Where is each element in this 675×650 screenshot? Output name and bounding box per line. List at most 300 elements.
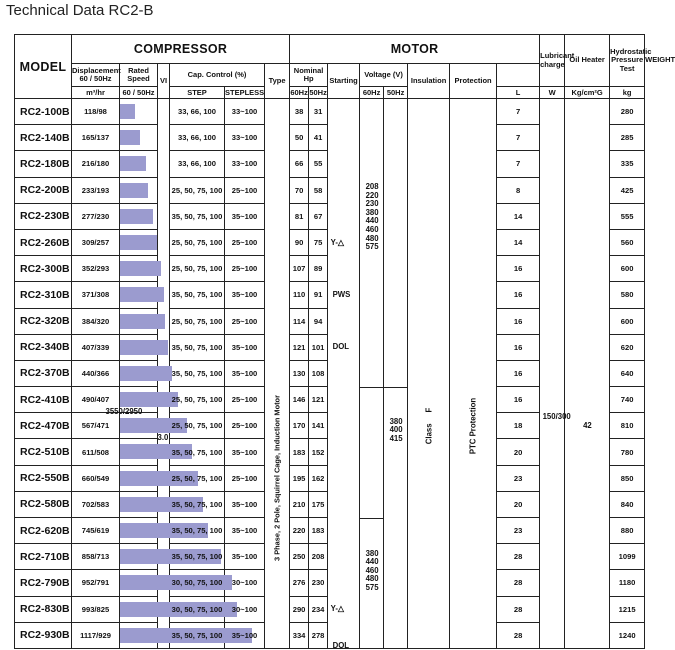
hp60-cell xyxy=(290,491,309,517)
hp60-value: 195 xyxy=(292,473,306,483)
insulation-grade: F xyxy=(424,407,434,413)
hp50-cell xyxy=(309,439,328,465)
rated-speed-cell xyxy=(120,387,158,413)
model-cell: RC2-340B xyxy=(15,334,72,360)
displacement-cell: 309/257 xyxy=(72,229,120,255)
capacity-bar xyxy=(120,183,148,198)
stepless-cell xyxy=(225,308,265,334)
step-cell xyxy=(170,125,225,151)
rated-speed-cell xyxy=(120,308,158,334)
header-stepless: STEPLESS xyxy=(225,88,265,97)
stepless-cell xyxy=(225,282,265,308)
header-cap-control: Cap. Control (%) xyxy=(170,64,265,87)
hp60-value: 250 xyxy=(292,552,306,562)
stepless-cell xyxy=(225,229,265,255)
weight-cell: 425 xyxy=(610,177,645,203)
hp60-cell xyxy=(290,439,309,465)
weight-cell: 1240 xyxy=(610,622,645,648)
header-voltage: Voltage (V) xyxy=(360,64,408,87)
step-cell xyxy=(170,570,225,596)
stepless-value: 35~100 xyxy=(231,552,258,562)
capacity-bar xyxy=(120,340,168,355)
header-compressor: COMPRESSOR xyxy=(72,35,290,64)
step-cell xyxy=(170,203,225,229)
model-cell: RC2-310B xyxy=(15,282,72,308)
header-starting: Starting xyxy=(328,64,360,99)
lubricant-cell: 28 xyxy=(497,596,540,622)
displacement-cell: 952/791 xyxy=(72,570,120,596)
stepless-cell xyxy=(225,203,265,229)
weight-cell: 640 xyxy=(610,360,645,386)
hp50-value: 67 xyxy=(313,211,323,221)
rated-speed-cell xyxy=(120,544,158,570)
page-title: Technical Data RC2-B xyxy=(6,2,154,19)
header-displacement: Displacement 60 / 50Hz xyxy=(72,64,120,87)
displacement-cell: 384/320 xyxy=(72,308,120,334)
lubricant-cell: 16 xyxy=(497,334,540,360)
hp60-cell xyxy=(290,99,309,125)
stepless-value: 30~100 xyxy=(231,604,258,614)
hp60-value: 107 xyxy=(292,264,306,274)
table-row xyxy=(15,99,645,125)
hp60-value: 210 xyxy=(292,499,306,509)
voltage50-column xyxy=(384,99,408,649)
step-value: 35, 50, 75, 100 xyxy=(171,447,223,457)
step-value: 35, 50, 75, 100 xyxy=(171,499,223,509)
hp60-value: 130 xyxy=(292,368,306,378)
displacement-cell: 233/193 xyxy=(72,177,120,203)
step-value: 35, 50, 75, 100 xyxy=(171,211,223,221)
weight-cell: 600 xyxy=(610,308,645,334)
step-value: 35, 50, 75, 100 xyxy=(171,526,223,536)
stepless-value: 35~100 xyxy=(231,630,258,640)
displacement-cell: 1117/929 xyxy=(72,622,120,648)
step-cell xyxy=(170,465,225,491)
stepless-cell xyxy=(225,544,265,570)
step-value: 25, 50, 75, 100 xyxy=(171,316,223,326)
rated-speed-value: 3550/2950 xyxy=(105,406,143,416)
weight-cell: 780 xyxy=(610,439,645,465)
model-cell: RC2-790B xyxy=(15,570,72,596)
stepless-value: 35~100 xyxy=(231,342,258,352)
weight-cell: 560 xyxy=(610,229,645,255)
lubricant-cell: 16 xyxy=(497,308,540,334)
step-value: 35, 50, 75, 100 xyxy=(171,630,223,640)
step-cell xyxy=(170,360,225,386)
header-hp-50hz: 50Hz xyxy=(309,88,327,97)
weight-cell: 840 xyxy=(610,491,645,517)
hydrostatic-value: 42 xyxy=(583,420,592,430)
stepless-cell xyxy=(225,413,265,439)
step-cell xyxy=(170,308,225,334)
hp50-value: 278 xyxy=(311,630,325,640)
hp50-cell xyxy=(309,518,328,544)
step-cell xyxy=(170,387,225,413)
motor-type-column xyxy=(265,99,290,649)
hp50-cell xyxy=(309,99,328,125)
model-cell: RC2-230B xyxy=(15,203,72,229)
hp60-value: 38 xyxy=(294,107,304,117)
step-value: 33, 66, 100 xyxy=(177,107,216,117)
hp50-cell xyxy=(309,622,328,648)
stepless-cell xyxy=(225,99,265,125)
hp60-value: 170 xyxy=(292,421,306,431)
lubricant-cell: 16 xyxy=(497,387,540,413)
step-cell xyxy=(170,229,225,255)
hp50-value: 208 xyxy=(311,552,325,562)
step-value: 25, 50, 75, 100 xyxy=(171,421,223,431)
hp50-cell xyxy=(309,177,328,203)
displacement-cell: 993/825 xyxy=(72,596,120,622)
lubricant-cell: 14 xyxy=(497,229,540,255)
stepless-cell xyxy=(225,622,265,648)
lubricant-cell: 7 xyxy=(497,99,540,125)
lubricant-cell: 28 xyxy=(497,544,540,570)
header-insulation: Insulation xyxy=(408,64,450,99)
hp50-cell xyxy=(309,334,328,360)
hp60-cell xyxy=(290,334,309,360)
hp60-cell xyxy=(290,570,309,596)
model-cell: RC2-510B xyxy=(15,439,72,465)
hp50-value: 31 xyxy=(313,107,323,117)
hp50-cell xyxy=(309,151,328,177)
hp60-cell xyxy=(290,308,309,334)
hp50-cell xyxy=(309,544,328,570)
hp50-cell xyxy=(309,387,328,413)
lubricant-cell: 20 xyxy=(497,491,540,517)
starting-dol-2: DOL xyxy=(332,641,350,650)
displacement-cell: 407/339 xyxy=(72,334,120,360)
header-volt-50hz: 50Hz xyxy=(384,87,408,99)
stepless-value: 33~100 xyxy=(231,107,258,117)
step-value: 35, 50, 75, 100 xyxy=(171,290,223,300)
stepless-cell xyxy=(225,256,265,282)
hp50-value: 183 xyxy=(311,526,325,536)
hp50-value: 55 xyxy=(313,159,323,169)
step-value: 25, 50, 75, 100 xyxy=(171,238,223,248)
capacity-bar xyxy=(120,287,164,302)
rated-speed-cell xyxy=(120,413,158,439)
hp50-cell xyxy=(309,229,328,255)
stepless-cell xyxy=(225,125,265,151)
hp60-value: 334 xyxy=(292,630,306,640)
step-cell xyxy=(170,282,225,308)
weight-cell: 810 xyxy=(610,413,645,439)
stepless-value: 25~100 xyxy=(231,395,258,405)
rated-speed-cell xyxy=(120,282,158,308)
hp60-value: 50 xyxy=(294,133,304,143)
hp60-cell xyxy=(290,465,309,491)
displacement-cell: 277/230 xyxy=(72,203,120,229)
hp50-value: 234 xyxy=(311,604,325,614)
voltage50-block: 380 400 415 xyxy=(389,416,403,443)
displacement-cell: 611/508 xyxy=(72,439,120,465)
model-cell: RC2-140B xyxy=(15,125,72,151)
stepless-value: 35~100 xyxy=(231,526,258,536)
stepless-cell xyxy=(225,334,265,360)
step-value: 35, 50, 75, 100 xyxy=(171,552,223,562)
step-value: 30, 50, 75, 100 xyxy=(171,604,223,614)
stepless-cell xyxy=(225,439,265,465)
weight-cell: 620 xyxy=(610,334,645,360)
hp60-value: 70 xyxy=(294,185,304,195)
step-cell xyxy=(170,413,225,439)
displacement-cell: 371/308 xyxy=(72,282,120,308)
unit-displacement: m³/hr xyxy=(72,87,120,99)
tech-data-table: MODEL COMPRESSOR MOTOR Lubricant charge Oil Heater Hydrostatic Pressure Test WEIGHT Displacement 60 / 50Hz Rated Speed VI Cap. Control (%) Type Nominal Hp Starting Voltage (V) Insulation Protection m³/hr 60 / 50Hz STEP STEPLESS 60Hz 50Hz 60Hz 50Hz L W Kg/cm²G kg RC2-100B 118/98 33, 66, 100 33~100 38 31 7 280 RC2-140B 165/137 33, 66, 100 33~100 50 41 7 285 RC2-180B 216/180 33, 66, 100 33~100 66 55 7 335 RC2-200B 233/193 25, 50, 75, 100 25~100 70 58 8 425 RC2-230B 277/230 35, 50, 75, 100 35~100 81 67 14 555 RC2-260B 309/257 25, 50, 75, 100 25~100 90 75 14 560 RC2-300B 352/293 25, 50, 75, 100 25~100 107 89 16 600 RC2-310B 371/308 35, 50, 75, 100 35~100 110 91 16 580 RC2-320B 384/320 25, 50, 75, 100 25~100 114 94 16 600 RC2-340B 407/339 35, 50, 75, 100 35~100 121 101 16 620 RC2-370B 440/366 35, 50, 75, 100 35~100 130 108 16 640 RC2-410B 490/407 25, 50, 75, 100 25~100 146 121 16 740 RC2-470B 567/471 25, 50, 75, 100 25~100 170 141 18 810 RC2-510B 611/508 35, 50, 75, 100 35~100 183 152 20 780 RC2-550B 660/549 25, 50, 75, 100 25~100 195 162 23 850 RC2-580B 702/583 35, 50, 75, 100 35~100 210 175 20 840 RC2-620B 745/619 35, 50, 75, 100 35~100 220 183 23 880 RC2-710B 858/713 35, 50, 75, 100 35~100 250 208 28 1099 RC2-790B 952/791 30, 50, 75, 100 30~100 276 230 28 1180 RC2-830B 993/825 30, 50, 75, 100 30~100 290 234 28 1215 RC2-930B 1117/929 35, 50, 75, 100 35~100 334 278 28 1240 xyxy=(14,34,645,649)
step-cell xyxy=(170,177,225,203)
header-nominal-hp: Nominal Hp xyxy=(290,64,328,87)
header-hydrostatic: Hydrostatic Pressure Test xyxy=(610,35,645,87)
weight-cell: 600 xyxy=(610,256,645,282)
step-cell xyxy=(170,439,225,465)
hp50-value: 58 xyxy=(313,185,323,195)
stepless-value: 25~100 xyxy=(231,473,258,483)
hydrostatic-column xyxy=(565,99,610,649)
hp50-cell xyxy=(309,360,328,386)
rated-speed-cell xyxy=(120,99,158,125)
weight-cell: 335 xyxy=(610,151,645,177)
stepless-value: 35~100 xyxy=(231,290,258,300)
hp60-value: 110 xyxy=(292,290,306,300)
displacement-cell: 165/137 xyxy=(72,125,120,151)
step-value: 25, 50, 75, 100 xyxy=(171,185,223,195)
rated-speed-cell xyxy=(120,256,158,282)
step-cell xyxy=(170,151,225,177)
voltage60-block2: 380 440 460 480 575 xyxy=(365,548,379,593)
model-cell: RC2-930B xyxy=(15,622,72,648)
stepless-cell xyxy=(225,360,265,386)
hp60-value: 146 xyxy=(292,395,306,405)
rated-speed-cell xyxy=(120,125,158,151)
hp50-value: 162 xyxy=(311,473,325,483)
hp50-value: 75 xyxy=(313,238,323,248)
step-cell xyxy=(170,622,225,648)
model-cell: RC2-710B xyxy=(15,544,72,570)
rated-speed-cell xyxy=(120,596,158,622)
displacement-cell: 118/98 xyxy=(72,99,120,125)
stepless-value: 25~100 xyxy=(231,264,258,274)
lubricant-cell: 7 xyxy=(497,125,540,151)
vi-value: 3.0 xyxy=(157,432,169,442)
step-cell xyxy=(170,544,225,570)
model-cell: RC2-320B xyxy=(15,308,72,334)
weight-cell: 850 xyxy=(610,465,645,491)
lubricant-cell: 14 xyxy=(497,203,540,229)
hp50-value: 141 xyxy=(311,421,325,431)
step-cell xyxy=(170,491,225,517)
header-vi: VI xyxy=(158,64,170,99)
stepless-value: 30~100 xyxy=(231,578,258,588)
hp50-value: 94 xyxy=(313,316,323,326)
hp60-cell xyxy=(290,151,309,177)
oil-heater-column xyxy=(540,99,565,649)
stepless-value: 25~100 xyxy=(231,185,258,195)
protection-column xyxy=(450,99,497,649)
motor-type-label: 3 Phase, 2 Pole, Squirrel Cage, Induction Motor xyxy=(272,395,282,562)
rated-speed-cell xyxy=(120,360,158,386)
weight-cell: 1215 xyxy=(610,596,645,622)
rated-speed-cell xyxy=(120,439,158,465)
hp50-cell xyxy=(309,570,328,596)
weight-cell: 285 xyxy=(610,125,645,151)
displacement-cell: 567/471 xyxy=(72,413,120,439)
model-cell: RC2-470B xyxy=(15,413,72,439)
rated-speed-cell xyxy=(120,491,158,517)
lubricant-cell: 7 xyxy=(497,151,540,177)
model-cell: RC2-580B xyxy=(15,491,72,517)
tech-data-table-wrap xyxy=(14,34,675,650)
rated-speed-cell xyxy=(120,570,158,596)
hp60-cell xyxy=(290,622,309,648)
model-cell: RC2-370B xyxy=(15,360,72,386)
capacity-bar xyxy=(120,209,153,224)
step-cell xyxy=(170,256,225,282)
rated-speed-cell xyxy=(120,177,158,203)
hp60-cell xyxy=(290,282,309,308)
rated-speed-cell xyxy=(120,518,158,544)
model-cell: RC2-410B xyxy=(15,387,72,413)
hp50-cell xyxy=(309,491,328,517)
hp60-value: 121 xyxy=(292,342,306,352)
hp50-cell xyxy=(309,308,328,334)
model-cell: RC2-550B xyxy=(15,465,72,491)
capacity-bar xyxy=(120,156,146,171)
hp50-value: 121 xyxy=(311,395,325,405)
step-value: 25, 50, 75, 100 xyxy=(171,395,223,405)
starting-ydelta-2: Y-△ xyxy=(330,604,344,614)
stepless-cell xyxy=(225,596,265,622)
hp60-cell xyxy=(290,413,309,439)
hp50-value: 152 xyxy=(311,447,325,457)
lubricant-cell: 20 xyxy=(497,439,540,465)
unit-heater: W xyxy=(540,87,565,99)
lubricant-cell: 23 xyxy=(497,465,540,491)
header-motor: MOTOR xyxy=(290,35,540,64)
stepless-cell xyxy=(225,491,265,517)
starting-dol-1: DOL xyxy=(332,342,350,352)
hp50-value: 41 xyxy=(313,133,323,143)
stepless-value: 25~100 xyxy=(231,421,258,431)
step-cell xyxy=(170,518,225,544)
lubricant-cell: 28 xyxy=(497,622,540,648)
stepless-cell xyxy=(225,177,265,203)
stepless-cell xyxy=(225,151,265,177)
weight-cell: 880 xyxy=(610,518,645,544)
hp60-cell xyxy=(290,177,309,203)
stepless-value: 25~100 xyxy=(231,238,258,248)
hp60-cell xyxy=(290,544,309,570)
displacement-cell: 702/583 xyxy=(72,491,120,517)
step-value: 35, 50, 75, 100 xyxy=(171,342,223,352)
insulation-column xyxy=(408,99,450,649)
step-cell xyxy=(170,99,225,125)
model-cell: RC2-300B xyxy=(15,256,72,282)
stepless-cell xyxy=(225,570,265,596)
weight-cell: 1099 xyxy=(610,544,645,570)
capacity-bar xyxy=(120,314,165,329)
weight-cell: 580 xyxy=(610,282,645,308)
rated-speed-cell xyxy=(120,465,158,491)
hp60-value: 276 xyxy=(292,578,306,588)
unit-pressure: Kg/cm²G xyxy=(565,87,610,99)
hp50-cell xyxy=(309,465,328,491)
header-oil-heater: Oil Heater xyxy=(565,35,610,87)
hp50-cell xyxy=(309,282,328,308)
hp50-cell xyxy=(309,125,328,151)
starting-column xyxy=(328,99,360,649)
displacement-cell: 745/619 xyxy=(72,518,120,544)
hp60-cell xyxy=(290,360,309,386)
voltage60-block1: 208 220 230 380 440 460 480 575 xyxy=(365,182,379,252)
header-rated-speed: Rated Speed xyxy=(120,64,158,87)
header-lubricant-charge: Lubricant charge xyxy=(540,35,565,87)
insulation-class: Class xyxy=(424,423,434,445)
hp50-cell xyxy=(309,596,328,622)
header-type: Type xyxy=(265,64,290,99)
hp50-value: 101 xyxy=(311,342,325,352)
header-volt-60hz: 60Hz xyxy=(360,87,384,99)
model-cell: RC2-180B xyxy=(15,151,72,177)
hp60-value: 220 xyxy=(292,526,306,536)
starting-pws: PWS xyxy=(332,289,351,299)
step-value: 35, 50, 75, 100 xyxy=(171,368,223,378)
hp50-value: 91 xyxy=(313,290,323,300)
model-cell: RC2-200B xyxy=(15,177,72,203)
hp60-cell xyxy=(290,387,309,413)
stepless-value: 35~100 xyxy=(231,211,258,221)
lubricant-cell: 16 xyxy=(497,256,540,282)
hp50-value: 230 xyxy=(311,578,325,588)
lubricant-cell: 18 xyxy=(497,413,540,439)
unit-weight: kg xyxy=(610,87,645,99)
rated-speed-cell xyxy=(120,203,158,229)
capacity-bar xyxy=(120,104,135,119)
model-cell: RC2-100B xyxy=(15,99,72,125)
unit-speed: 60 / 50Hz xyxy=(120,87,158,99)
displacement-cell: 440/366 xyxy=(72,360,120,386)
step-value: 25, 50, 75, 100 xyxy=(171,473,223,483)
hp60-cell xyxy=(290,203,309,229)
hp60-value: 183 xyxy=(292,447,306,457)
lubricant-cell: 16 xyxy=(497,360,540,386)
hp60-cell xyxy=(290,256,309,282)
capacity-bar xyxy=(120,366,172,381)
capacity-bar xyxy=(120,235,157,250)
rated-speed-cell xyxy=(120,622,158,648)
rated-speed-cell xyxy=(120,151,158,177)
capacity-bar xyxy=(120,130,140,145)
table-body xyxy=(15,99,645,649)
weight-cell: 1180 xyxy=(610,570,645,596)
lubricant-cell: 23 xyxy=(497,518,540,544)
hp60-value: 290 xyxy=(292,604,306,614)
hp60-value: 114 xyxy=(292,316,306,326)
hp50-value: 175 xyxy=(311,499,325,509)
step-value: 25, 50, 75, 100 xyxy=(171,264,223,274)
stepless-value: 33~100 xyxy=(231,159,258,169)
stepless-value: 33~100 xyxy=(231,133,258,143)
weight-cell: 280 xyxy=(610,99,645,125)
unit-lubricant: L xyxy=(497,87,540,99)
weight-cell: 555 xyxy=(610,203,645,229)
stepless-value: 35~100 xyxy=(231,447,258,457)
stepless-cell xyxy=(225,518,265,544)
step-cell xyxy=(170,334,225,360)
lubricant-cell: 8 xyxy=(497,177,540,203)
step-cell xyxy=(170,596,225,622)
hp60-value: 66 xyxy=(294,159,304,169)
